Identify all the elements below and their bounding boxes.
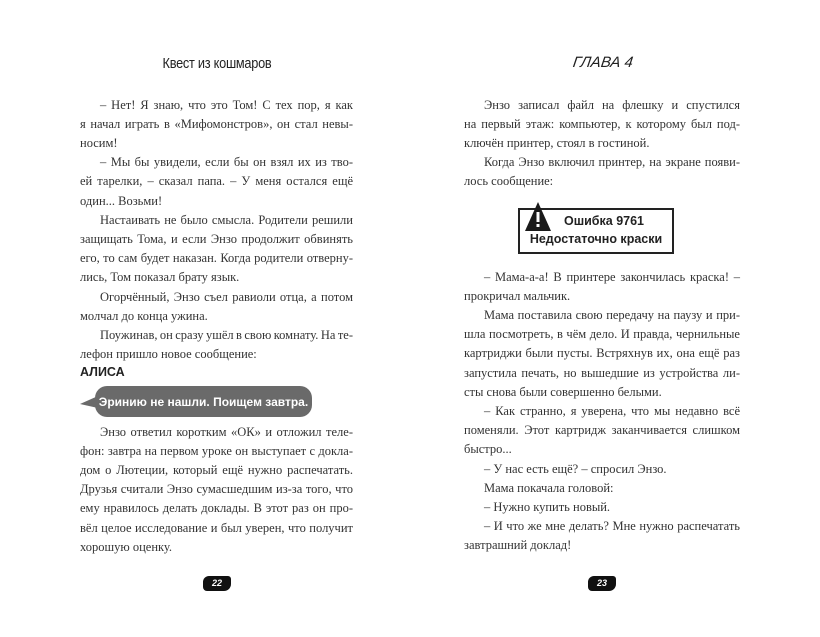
warning-triangle-icon bbox=[524, 200, 552, 232]
text-line: завтрашний доклад! bbox=[464, 538, 572, 553]
text-line: я начал играть в «Мифомонстров», он стал невы- bbox=[80, 116, 353, 131]
right-page bbox=[410, 0, 820, 637]
text-line: ключён принтер, стоял в гостиной. bbox=[464, 135, 650, 150]
text-line: лефон пришло новое сообщение: bbox=[80, 347, 257, 362]
text-line: – Нужно купить новый. bbox=[484, 499, 611, 514]
text-line: Настаивать не было смысла. Родители решили bbox=[100, 212, 353, 227]
text-line: вёл целое исследование и был уверен, что получит bbox=[80, 520, 353, 535]
text-line: Мама поставила свою передачу на паузу и при- bbox=[484, 307, 740, 322]
text-line: Поужинав, он сразу ушёл в свою комнату. На те- bbox=[100, 327, 353, 342]
running-title: Квест из кошмаров bbox=[162, 55, 272, 72]
page-number: 22 bbox=[203, 576, 231, 591]
text-line: – Мама-а-а! В принтере закончилась краска! – bbox=[484, 269, 740, 284]
speech-bubble: Эринию не нашли. Поищем завтра. bbox=[95, 386, 312, 417]
text-line: молчал до конца ужина. bbox=[80, 308, 208, 323]
text-line: сты снова были совершенно белыми. bbox=[464, 384, 662, 399]
chapter-heading: ГЛАВА 4 bbox=[571, 54, 635, 71]
text-line: фон: завтра на первом уроке он выступает с докла- bbox=[80, 443, 353, 458]
text-line: дом о Лютеции, который ещё нужно распечатать. bbox=[80, 462, 353, 477]
text-line: на первый этаж: компьютер, к которому был под- bbox=[464, 116, 740, 131]
text-line: – У нас есть ещё? – спросил Энзо. bbox=[484, 461, 667, 476]
text-line: его, то сам будет наказан. Когда родители отверну- bbox=[80, 251, 353, 266]
text-line: – Как странно, я уверена, что мы недавно всё bbox=[484, 403, 740, 418]
text-line: шла посмотреть, в чём дело. И правда, чернильные bbox=[464, 327, 740, 342]
text-line: картриджи были пусты. Встряхнув их, она ещё раз bbox=[464, 346, 740, 361]
text-line: быстро... bbox=[464, 442, 512, 457]
text-line: поменяли. Этот картридж заканчивается слишком bbox=[464, 423, 740, 438]
text-line: Энзо записал файл на флешку и спустился bbox=[484, 97, 740, 112]
text-line: прокричал мальчик. bbox=[464, 288, 571, 303]
text-line: ему нравилось делать доклады. В этот раз он про- bbox=[80, 501, 353, 516]
text-line: Друзья считали Энзо сумасшедшим из-за того, что bbox=[80, 482, 353, 497]
text-line: лись, Том показал брату язык. bbox=[80, 270, 240, 285]
text-line: хорошую оценку. bbox=[80, 539, 173, 554]
error-message: Недостаточно краски bbox=[529, 232, 663, 246]
text-line: Когда Энзо включил принтер, на экране появи- bbox=[484, 155, 740, 170]
text-line: – Нет! Я знаю, что это Том! С тех пор, я как bbox=[100, 97, 353, 112]
text-line: лось сообщение: bbox=[464, 174, 554, 189]
text-line: Мама покачала головой: bbox=[484, 480, 614, 495]
text-line: – Мы бы увидели, если бы он взял их из тво- bbox=[100, 155, 353, 170]
text-line: носим! bbox=[80, 135, 118, 150]
text-line: ей тарелки, – сказал папа. – У меня остался ещё bbox=[80, 174, 353, 189]
text-line: – И что же мне делать? Мне нужно распечатать bbox=[484, 519, 740, 534]
error-code: Ошибка 9761 bbox=[563, 214, 645, 228]
text-line: один... Возьми! bbox=[80, 193, 163, 208]
text-line: запустила печать, но вышедшие из устройства ли- bbox=[464, 365, 740, 380]
text-line: Энзо ответил коротким «ОК» и отложил теле- bbox=[100, 424, 353, 439]
text-line: защищать Тома, и если Энзо продолжит обвинять bbox=[80, 231, 353, 246]
text-line: Огорчённый, Энзо съел равиоли отца, а потом bbox=[100, 289, 353, 304]
message-sender: АЛИСА bbox=[80, 365, 125, 379]
page-number: 23 bbox=[588, 576, 616, 591]
